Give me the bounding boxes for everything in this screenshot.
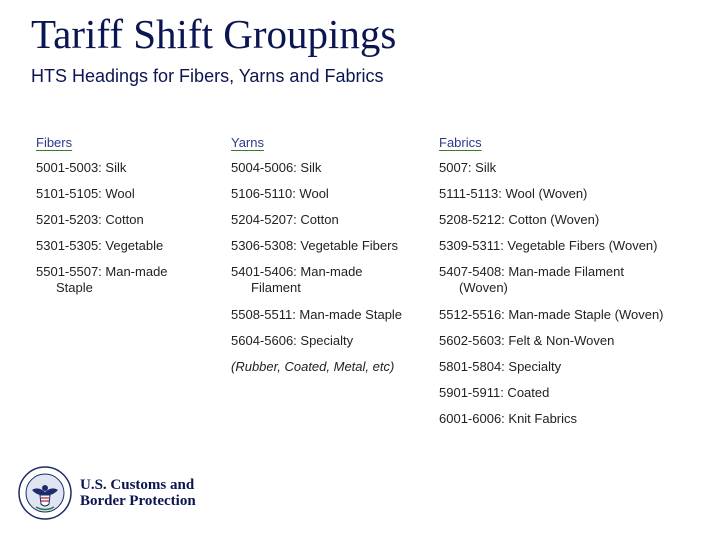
fibers-row: 5301-5305: Vegetable (36, 238, 164, 253)
yarns-row: 5508-5511: Man-made Staple (231, 307, 403, 322)
dhs-seal-icon (18, 466, 72, 520)
yarns-specialty-note: (Rubber, Coated, Metal, etc) (231, 359, 395, 374)
fabrics-row: 5801-5804: Specialty (439, 359, 562, 374)
yarns-row: 5204-5207: Cotton (231, 212, 339, 227)
yarns-man-made-line1: 5401-5406: Man-made (231, 264, 363, 279)
fabrics-row: 6001-6006: Knit Fabrics (439, 411, 578, 426)
fibers-man-made-line1: 5501-5507: Man-made (36, 264, 168, 279)
fibers-row: 5001-5003: Silk (36, 160, 127, 175)
fibers-row: 5101-5105: Wool (36, 186, 135, 201)
cbp-logo (18, 466, 208, 528)
fabrics-row: 5602-5603: Felt & Non-Woven (439, 333, 615, 348)
yarns-row-man-made (231, 264, 402, 307)
fabrics-row: 5901-5911: Coated (439, 385, 550, 400)
fibers-row-man-made (36, 264, 168, 307)
cbp-logo-text (80, 477, 196, 509)
fibers-column (36, 133, 168, 307)
yarns-man-made-line2: Filament (251, 280, 301, 295)
fabrics-header: Fabrics (439, 135, 482, 150)
fabrics-man-made-line1: 5407-5408: Man-made Filament (439, 264, 624, 279)
yarns-row: 5306-5308: Vegetable Fibers (231, 238, 398, 253)
yarns-row: 5604-5606: Specialty (231, 333, 354, 348)
fibers-man-made-line2: Staple (56, 280, 93, 295)
yarns-row: 5004-5006: Silk (231, 160, 322, 175)
yarns-row: 5106-5110: Wool (231, 186, 329, 201)
fibers-row: 5201-5203: Cotton (36, 212, 144, 227)
fabrics-man-made-line2: (Woven) (459, 280, 508, 295)
yarns-header: Yarns (231, 135, 264, 150)
fabrics-row: 5208-5212: Cotton (Woven) (439, 212, 600, 227)
fabrics-row: 5309-5311: Vegetable Fibers (Woven) (439, 238, 658, 253)
page-subtitle: HTS Headings for Fibers, Yarns and Fabrics (31, 66, 384, 86)
fabrics-row: 5111-5113: Wool (Woven) (439, 186, 588, 201)
cbp-logo-line2: Border Protection (80, 493, 196, 509)
fabrics-column (439, 133, 664, 437)
cbp-logo-line1: U.S. Customs and (80, 477, 195, 493)
fabrics-row-man-made (439, 264, 664, 307)
page-title: Tariff Shift Groupings (31, 11, 397, 57)
fibers-header: Fibers (36, 135, 73, 150)
yarns-column (231, 133, 402, 385)
fabrics-row: 5007: Silk (439, 160, 497, 175)
fabrics-row: 5512-5516: Man-made Staple (Woven) (439, 307, 664, 322)
